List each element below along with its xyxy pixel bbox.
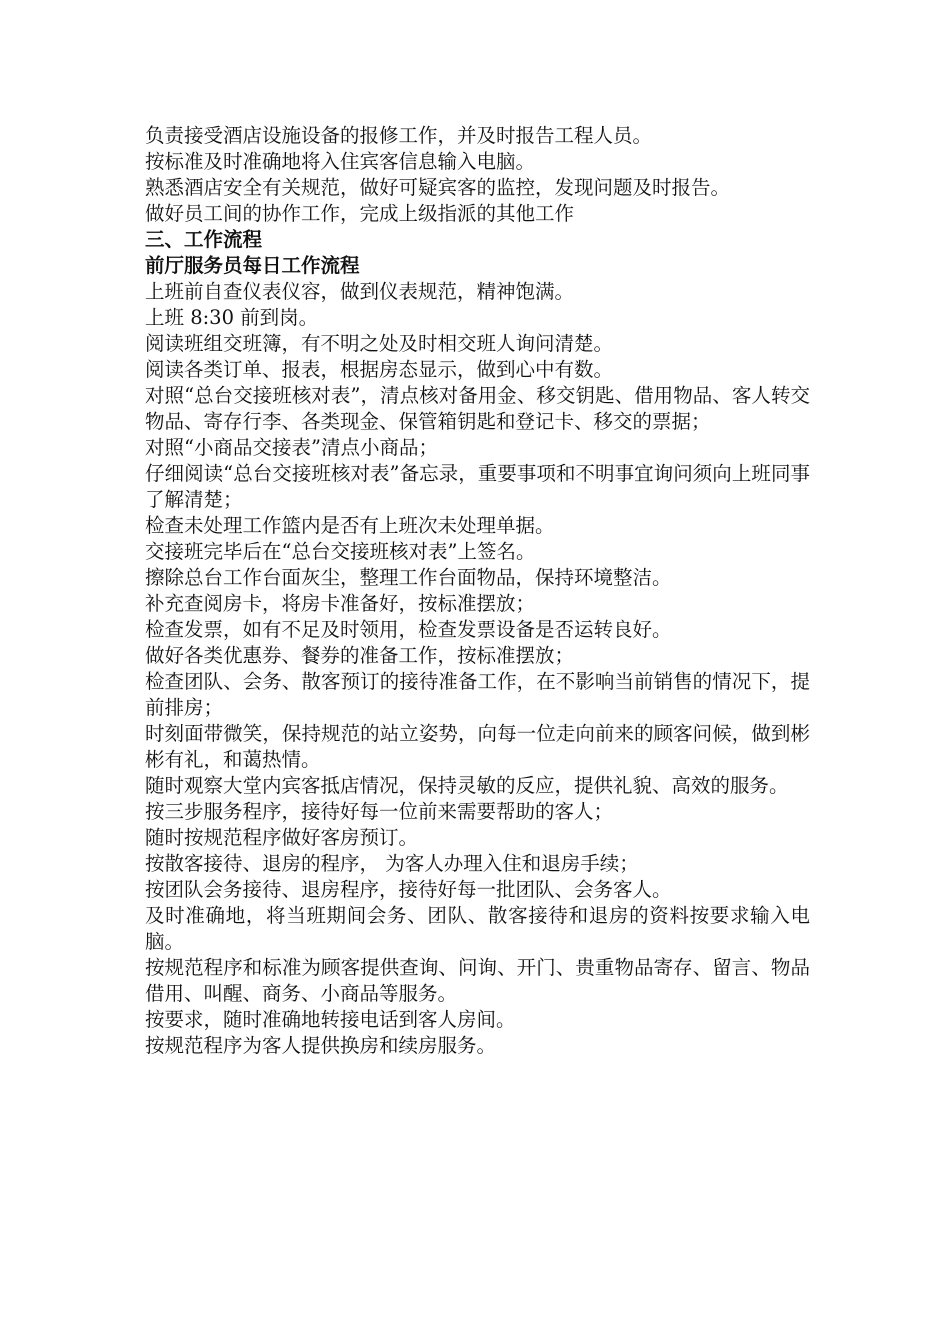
step-paragraph: 上班前自查仪表仪容，做到仪表规范，精神饱满。 xyxy=(145,280,575,303)
step-paragraph: 按规范程序和标准为顾客提供查询、问询、开门、贵重物品寄存、留言、物品借用、叫醒、商务、小商品等服务。 xyxy=(145,956,810,1005)
step-paragraph: 检查团队、会务、散客预订的接待准备工作，在不影响当前销售的情况下，提前排房； xyxy=(145,670,810,719)
text-line: 做好员工间的协作工作，完成上级指派的其他工作 xyxy=(145,202,575,225)
step-paragraph: 补充查阅房卡，将房卡准备好，按标准摆放； xyxy=(145,592,536,615)
step-paragraph: 对照“小商品交接表”清点小商品； xyxy=(145,436,438,459)
step-paragraph: 擦除总台工作台面灰尘，整理工作台面物品，保持环境整洁。 xyxy=(145,566,672,589)
document-body xyxy=(145,123,810,1059)
step-paragraph: 做好各类优惠券、餐券的准备工作，按标准摆放； xyxy=(145,644,575,667)
step-paragraph: 及时准确地，将当班期间会务、团队、散客接待和退房的资料按要求输入电脑。 xyxy=(145,904,810,953)
text-line: 负责接受酒店设施设备的报修工作，并及时报告工程人员。 xyxy=(145,124,653,147)
step-paragraph: 按团队会务接待、退房程序，接待好每一批团队、会务客人。 xyxy=(145,878,672,901)
section-heading: 三、工作流程 xyxy=(145,228,263,251)
step-paragraph: 交接班完毕后在“总台交接班核对表”上签名。 xyxy=(145,540,536,563)
step-paragraph: 阅读各类订单、报表，根据房态显示，做到心中有数。 xyxy=(145,358,614,381)
sub-heading: 前厅服务员每日工作流程 xyxy=(145,254,360,277)
step-paragraph: 按规范程序为客人提供换房和续房服务。 xyxy=(145,1034,497,1057)
step-paragraph: 时刻面带微笑，保持规范的站立姿势，向每一位走向前来的顾客问候，做到彬彬有礼，和蔼热情。 xyxy=(145,722,810,771)
step-paragraph: 检查发票，如有不足及时领用，检查发票设备是否运转良好。 xyxy=(145,618,672,641)
step-paragraph: 按三步服务程序，接待好每一位前来需要帮助的客人； xyxy=(145,800,614,823)
step-paragraph: 按散客接待、退房的程序， 为客人办理入住和退房手续； xyxy=(145,852,639,875)
step-paragraph: 仔细阅读“总台交接班核对表”备忘录，重要事项和不明事宜询问须向上班同事了解清楚； xyxy=(145,462,810,511)
step-paragraph: 随时观察大堂内宾客抵店情况，保持灵敏的反应，提供礼貌、高效的服务。 xyxy=(145,774,789,797)
step-paragraph: 上班 8:30 前到岗。 xyxy=(145,306,319,329)
step-paragraph: 对照“总台交接班核对表”，清点核对备用金、移交钥匙、借用物品、客人转交物品、寄存行李、各类现金、保管箱钥匙和登记卡、移交的票据； xyxy=(145,384,810,433)
text-line: 按标准及时准确地将入住宾客信息输入电脑。 xyxy=(145,150,536,173)
step-paragraph: 按要求，随时准确地转接电话到客人房间。 xyxy=(145,1008,516,1031)
step-paragraph: 检查未处理工作篮内是否有上班次未处理单据。 xyxy=(145,514,555,537)
text-line: 熟悉酒店安全有关规范，做好可疑宾客的监控，发现问题及时报告。 xyxy=(145,176,731,199)
step-paragraph: 阅读班组交班簿，有不明之处及时相交班人询问清楚。 xyxy=(145,332,614,355)
step-paragraph: 随时按规范程序做好客房预订。 xyxy=(145,826,419,849)
